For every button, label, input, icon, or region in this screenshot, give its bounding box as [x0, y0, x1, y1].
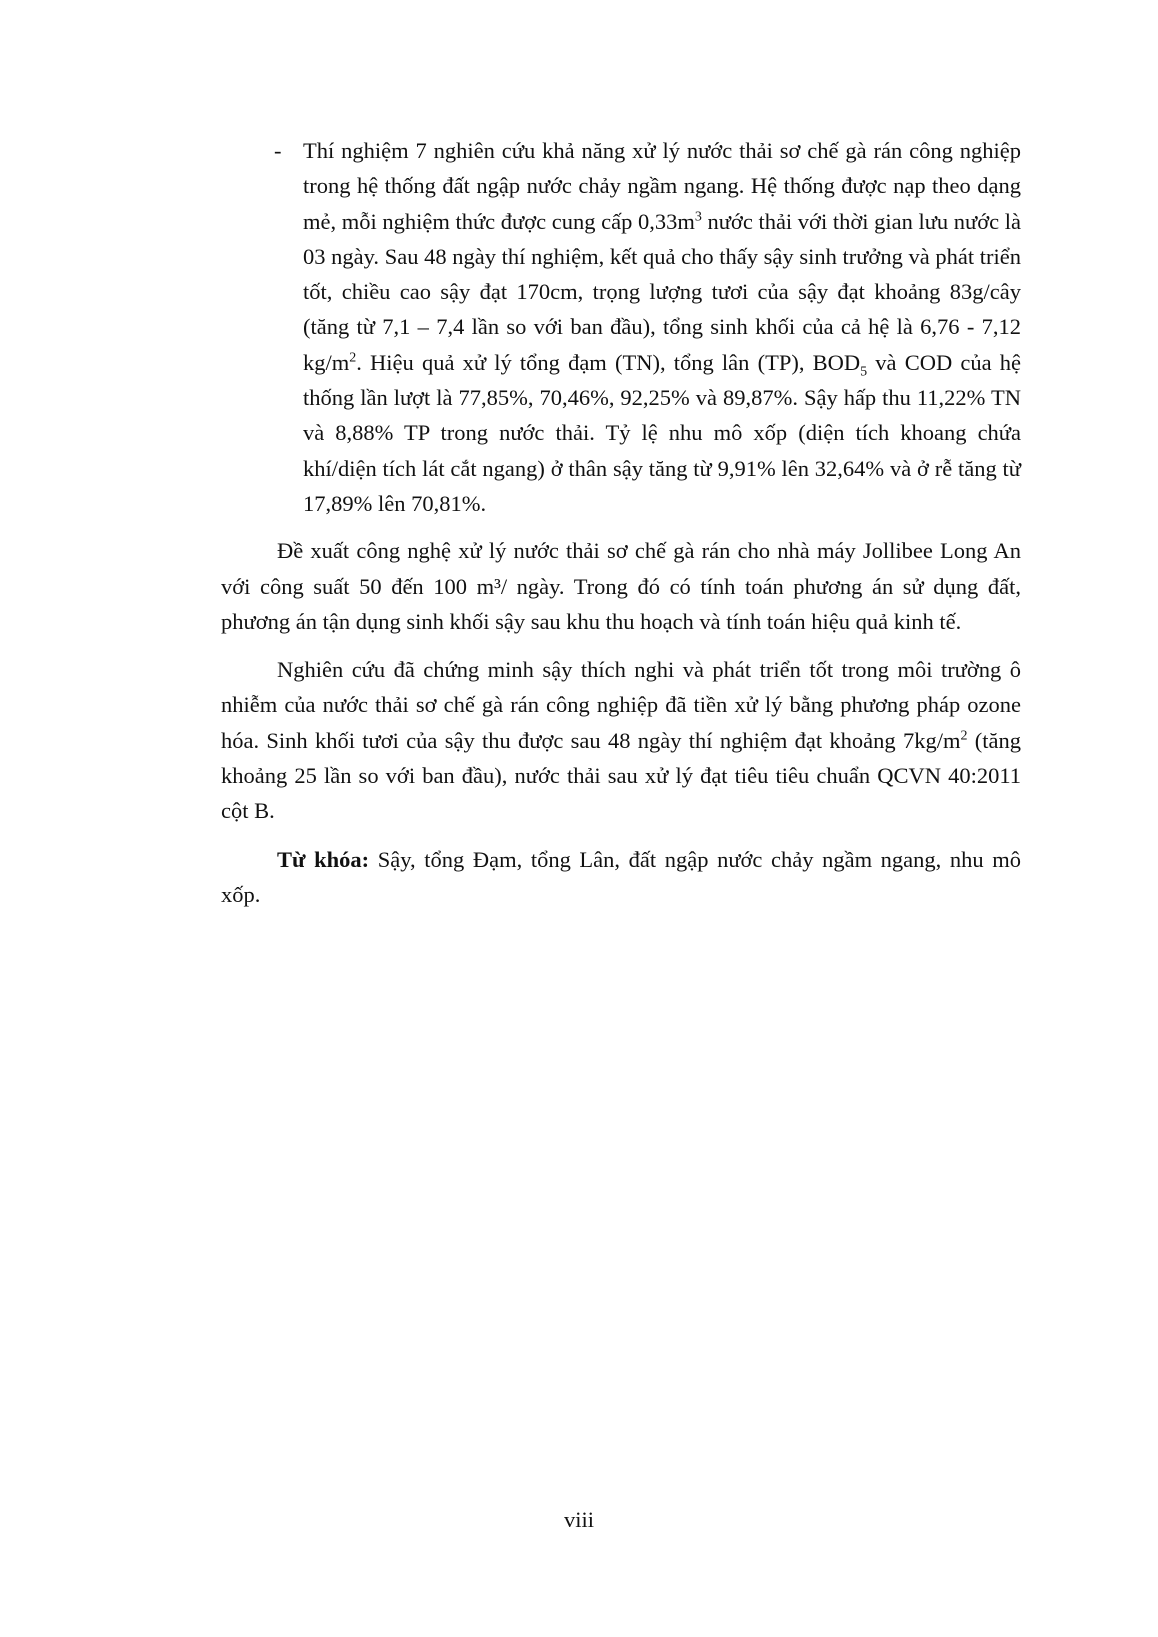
bullet-text-part2: nước thải với thời gian lưu nước là 03 ngày. Sau 48 ngày thí nghiệm, kết quả cho thấy sậy sinh trưởng và phát triển tốt, chiều cao sậy đạt 170cm, trọng lượng tươi của sậy đạt khoảng 83g/cây (tăng từ 7,1 – 7,4 lần so với ban đầu), tổng sinh khối của cả hệ là 6,76 - 7,12 kg/m: [303, 208, 1022, 375]
bullet-text-part3: . Hiệu quả xử lý tổng đạm (TN), tổng lân (TP), BOD: [356, 349, 861, 375]
conclusion-text-part1: Nghiên cứu đã chứng minh sậy thích nghi và phát triển tốt trong môi trường ô nhiễm của nước thải sơ chế gà rán công nghiệp đã tiền xử lý bằng phương pháp ozone hóa. Sinh khối tươi của sậy thu được sau 48 ngày thí nghiệm đạt khoảng 7kg/m: [221, 657, 1021, 753]
proposal-paragraph: Đề xuất công nghệ xử lý nước thải sơ chế gà rán cho nhà máy Jollibee Long An với công suất 50 đến 100 m³/ ngày. Trong đó có tính toán phương án sử dụng đất, phương án tận dụng sinh khối sậy sau khu thu hoạch và tính toán hiệu quả kinh tế.: [221, 538, 1021, 634]
bullet-text-part1: Thí nghiệm 7 nghiên cứu khả năng xử lý nước thải sơ chế gà rán công nghiệp trong hệ thống đất ngập nước chảy ngầm ngang. Hệ thống được nạp theo dạng mẻ, mỗi nghiệm thức được cung cấp 0,33m: [303, 138, 1021, 234]
keywords-label: Từ khóa:: [277, 846, 370, 872]
bullet-dash: -: [274, 138, 282, 163]
conclusion-paragraph: [221, 652, 1021, 828]
subscript-bod: 5: [860, 364, 868, 380]
page-number: viii: [563, 1507, 594, 1532]
superscript-cubic: 3: [694, 209, 702, 225]
superscript-square: 2: [960, 728, 968, 744]
conclusion-text-part2: (tăng khoảng 25 lần so với ban đầu), nước thải sau xử lý đạt tiêu tiêu chuẩn QCVN 40:2011 cột B.: [221, 727, 1021, 824]
keywords-paragraph: [221, 842, 1021, 913]
bullet-text-part4: và COD của hệ thống lần lượt là 77,85%, 70,46%, 92,25% và 89,87%. Sậy hấp thu 11,22% TN và 8,88% TP trong nước thải. Tỷ lệ nhu mô xốp (diện tích khoang chứa khí/diện tích lát cắt ngang) ở thân sậy tăng từ 9,91% lên 32,64% và ở rễ tăng từ 17,89% lên 70,81%.: [303, 349, 1022, 516]
page-content: [221, 133, 1021, 912]
superscript-square: 2: [349, 350, 357, 366]
experiment-7-bullet: [221, 133, 1021, 521]
keywords-text: Sậy, tổng Đạm, tổng Lân, đất ngập nước chảy ngầm ngang, nhu mô xốp.: [221, 846, 1022, 907]
